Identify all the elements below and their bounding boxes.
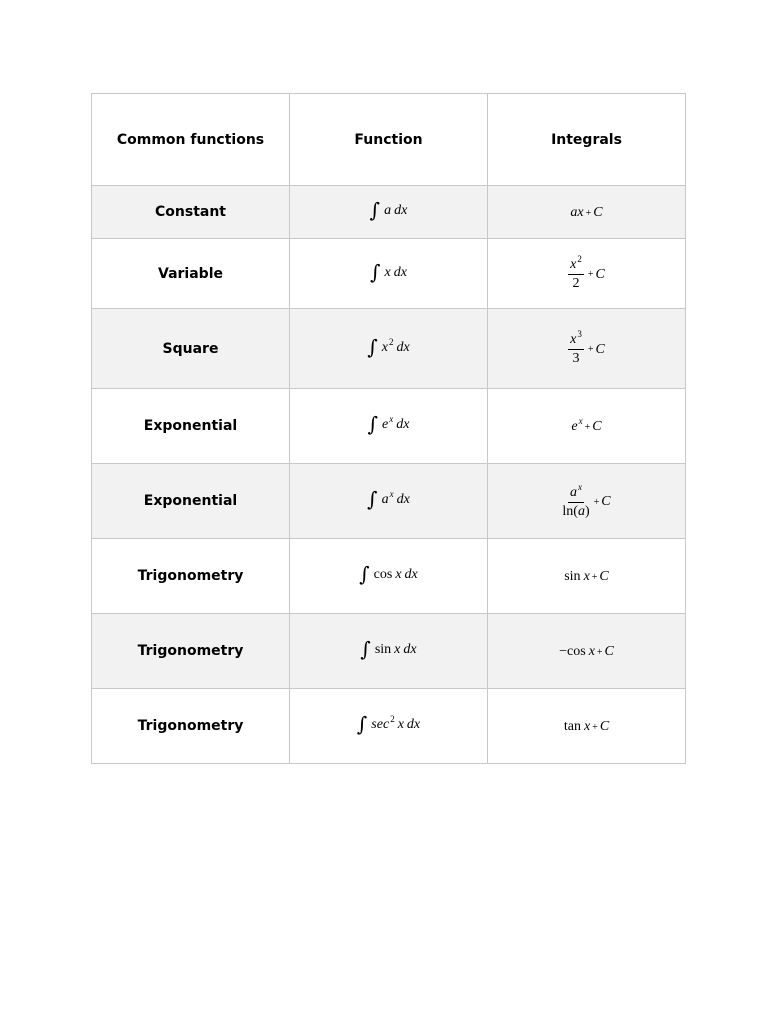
math-token: e [381, 417, 389, 432]
math-token: ) [584, 503, 590, 519]
math-token: d [394, 203, 402, 218]
math-token: C [592, 419, 602, 434]
row-label: Exponential [92, 389, 290, 464]
math-token: d [396, 339, 404, 355]
math-token: x [570, 332, 577, 347]
math-token [568, 329, 584, 350]
row-label: Exponential [92, 464, 290, 539]
integral-cell [488, 464, 686, 539]
math-token: x [583, 569, 590, 584]
function-formula [367, 334, 410, 359]
math-token: a [381, 492, 389, 507]
math-token: x [411, 567, 418, 582]
math-token: x [394, 642, 401, 657]
integral-cell [488, 186, 686, 239]
math-token [568, 329, 584, 367]
function-cell [290, 309, 488, 389]
header-function: Function [290, 94, 488, 186]
math-token: x [403, 417, 410, 432]
math-token: + [587, 344, 594, 355]
table-row [92, 186, 686, 239]
integral-cell [488, 389, 686, 464]
math-token: tan [563, 719, 581, 734]
table-row [92, 389, 686, 464]
math-token: x [577, 205, 584, 220]
integral-cell [488, 689, 686, 764]
table-row [92, 309, 686, 389]
math-token: + [584, 421, 591, 433]
math-token: sec [371, 717, 390, 732]
math-token: x [410, 642, 417, 657]
table-row [92, 239, 686, 309]
function-cell [290, 464, 488, 539]
math-token: x [400, 264, 407, 280]
math-token: d [396, 492, 404, 507]
math-token: d [403, 642, 411, 657]
function-formula [367, 487, 410, 511]
math-token: ∫ [360, 637, 371, 661]
math-token [562, 481, 590, 520]
integral-formula [568, 254, 605, 292]
math-token: ∫ [356, 712, 368, 736]
integral-formula [562, 481, 611, 520]
function-formula [359, 562, 418, 586]
math-token: C [593, 205, 603, 220]
math-token: ( [573, 503, 578, 519]
table-row [92, 464, 686, 539]
math-token: x [395, 567, 402, 582]
math-token: x [570, 257, 577, 272]
math-token: + [587, 269, 594, 280]
math-token: 2 [577, 254, 582, 264]
math-token: d [396, 417, 404, 432]
math-token: 2 [572, 276, 580, 291]
table-row [92, 689, 686, 764]
math-token: x [389, 414, 394, 424]
table-row [92, 614, 686, 689]
math-token: ∫ [367, 487, 378, 511]
math-token: cos [373, 567, 393, 582]
math-token: d [393, 264, 401, 280]
row-label: Constant [92, 186, 290, 239]
math-token: a [570, 205, 578, 220]
math-token: x [403, 492, 410, 507]
integral-cell [488, 309, 686, 389]
math-token: − [559, 644, 568, 659]
math-token: x [578, 416, 583, 426]
integral-cell [488, 539, 686, 614]
math-token: a [384, 203, 392, 218]
math-token: C [599, 719, 610, 734]
math-token: + [596, 646, 603, 658]
math-token: + [585, 207, 592, 219]
row-label: Square [92, 309, 290, 389]
math-token: x [583, 719, 591, 734]
integrals-table [91, 93, 686, 764]
math-token: C [601, 494, 611, 509]
math-token [568, 254, 584, 292]
math-token [562, 503, 589, 520]
math-token: x [384, 264, 391, 280]
row-label: Variable [92, 239, 290, 309]
function-cell [290, 614, 488, 689]
function-cell [290, 389, 488, 464]
math-token: x [397, 717, 404, 732]
integral-formula [564, 719, 609, 735]
math-token: x [588, 644, 595, 659]
math-token: 3 [577, 329, 582, 339]
function-cell [290, 239, 488, 309]
math-token: a [577, 503, 585, 519]
math-token: e [571, 419, 578, 434]
math-token: d [404, 567, 412, 582]
row-label: Trigonometry [92, 614, 290, 689]
header-integrals: Integrals [488, 94, 686, 186]
math-token: d [406, 717, 414, 732]
integral-cell [488, 614, 686, 689]
integral-formula [564, 569, 609, 585]
math-token: C [595, 266, 605, 282]
math-token: C [595, 341, 605, 357]
math-token: ∫ [369, 198, 381, 222]
math-token: x [403, 339, 410, 355]
math-token: ∫ [359, 562, 370, 586]
function-formula [360, 637, 417, 661]
function-formula [356, 712, 421, 736]
math-token: x [413, 717, 421, 732]
function-formula [367, 412, 410, 436]
math-token: x [578, 481, 582, 492]
function-cell [290, 539, 488, 614]
math-token: a [570, 484, 577, 500]
integral-formula [568, 329, 605, 367]
math-token: ∫ [367, 412, 378, 436]
integral-cell [488, 239, 686, 309]
header-common-functions: Common functions [92, 94, 290, 186]
math-token: x [401, 203, 408, 218]
math-token: + [591, 571, 598, 583]
row-label: Trigonometry [92, 689, 290, 764]
math-token: ∫ [367, 334, 378, 359]
integral-formula [570, 205, 602, 221]
math-token: ∫ [370, 259, 381, 284]
math-token: 2 [390, 714, 395, 724]
function-formula [369, 198, 408, 222]
integral-formula [559, 644, 614, 660]
function-cell [290, 689, 488, 764]
math-token: 3 [572, 351, 580, 366]
math-token: ln [562, 503, 574, 519]
integral-formula [571, 416, 602, 435]
math-token: x [389, 489, 394, 499]
math-token: cos [567, 644, 586, 659]
function-formula [370, 259, 407, 284]
math-token: sin [374, 642, 392, 657]
math-token: C [599, 569, 609, 584]
math-token: + [593, 496, 600, 508]
math-token [568, 481, 584, 503]
math-token: sin [564, 569, 581, 584]
math-token: x [381, 339, 388, 355]
math-token: + [592, 721, 598, 733]
row-label: Trigonometry [92, 539, 290, 614]
math-token: C [604, 644, 614, 659]
function-cell [290, 186, 488, 239]
table-row [92, 539, 686, 614]
math-token: 2 [388, 336, 394, 347]
math-token [568, 254, 584, 275]
header-row [92, 94, 686, 186]
